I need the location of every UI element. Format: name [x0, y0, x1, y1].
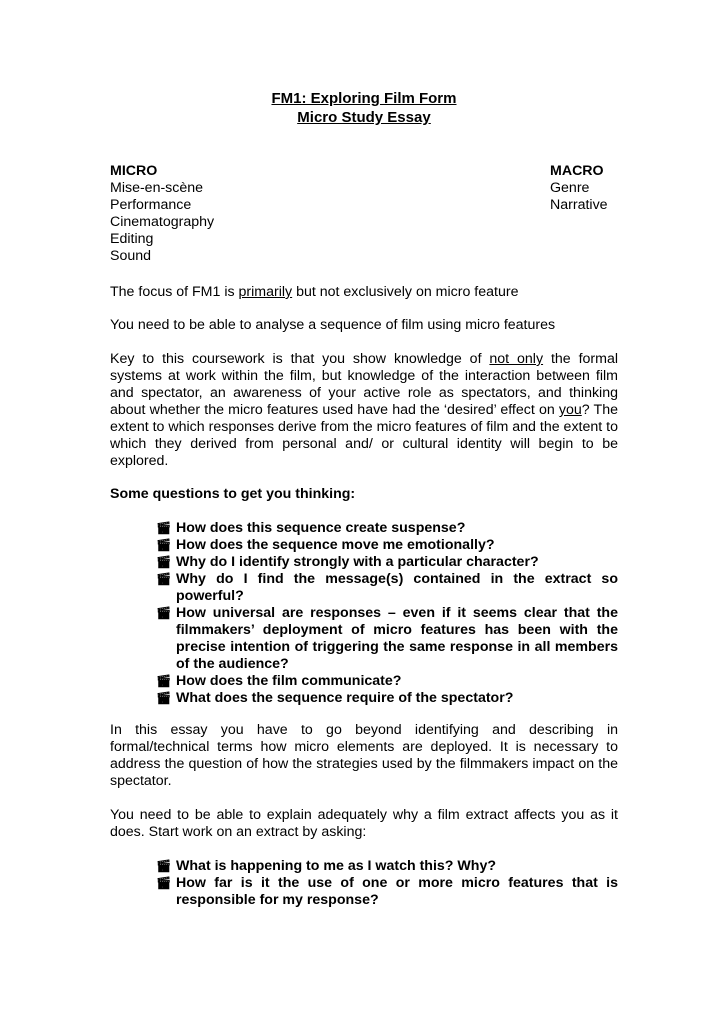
- question-item: 🎬︎ What does the sequence require of the spectator?: [156, 690, 514, 706]
- micro-heading: MICRO: [110, 163, 158, 179]
- micro-list: [110, 163, 214, 265]
- asking-item: 🎬︎ What is happening to me as I watch this? Why?: [156, 858, 497, 874]
- key-paragraph: [110, 351, 618, 470]
- question-item: 🎬︎ How does this sequence create suspense?: [156, 520, 466, 536]
- focus-text-end: but not exclusively on micro feature: [292, 284, 519, 300]
- clapperboard-icon: 🎬︎: [156, 538, 172, 552]
- macro-heading: MACRO: [550, 163, 604, 179]
- questions-list: [156, 520, 618, 707]
- focus-emphasis: primarily: [238, 284, 293, 300]
- title-line-1: FM1: Exploring Film Form: [271, 90, 457, 107]
- key-text-2: the formal systems at work within the film, but knowledge of the interaction between film and spectator, an awareness of your active role as spectators, and thinking about whether the micro features used have had the ‘desired’ effect on: [110, 351, 618, 418]
- clapperboard-icon: 🎬︎: [156, 521, 172, 535]
- key-text-1: Key to this coursework is that you show knowledge of: [110, 351, 490, 367]
- clapperboard-icon: 🎬︎: [156, 859, 172, 873]
- page-title: [0, 89, 728, 127]
- question-item: 🎬︎ How does the film communicate?: [156, 673, 402, 689]
- micro-item: Editing: [110, 231, 154, 247]
- clapperboard-icon: 🎬︎: [156, 606, 172, 620]
- asking-list: [156, 858, 618, 909]
- question-item: 🎬︎ Why do I find the message(s) contained in the extract so powerful?: [156, 571, 618, 604]
- beyond-paragraph: In this essay you have to go beyond identifying and describing in formal/technical terms how micro elements are deployed. It is necessary to address the question of how the strategies used by the filmmakers impact on the spectator.: [110, 722, 618, 789]
- asking-item: 🎬︎ How far is it the use of one or more micro features that is responsible for my response?: [156, 875, 618, 908]
- questions-heading: Some questions to get you thinking:: [110, 486, 356, 502]
- micro-item: Mise-en-scène: [110, 180, 204, 196]
- focus-paragraph: [110, 284, 618, 301]
- clapperboard-icon: 🎬︎: [156, 555, 172, 569]
- micro-item: Sound: [110, 248, 152, 264]
- clapperboard-icon: 🎬︎: [156, 691, 172, 705]
- focus-text: The focus of FM1 is: [110, 284, 239, 300]
- clapperboard-icon: 🎬︎: [156, 674, 172, 688]
- analyse-paragraph: You need to be able to analyse a sequence of film using micro features: [110, 317, 556, 333]
- micro-item: Cinematography: [110, 214, 215, 230]
- question-item: 🎬︎ Why do I identify strongly with a particular character?: [156, 554, 539, 570]
- micro-item: Performance: [110, 197, 192, 213]
- question-item: 🎬︎ How universal are responses – even if it seems clear that the filmmakers’ deployment of micro features has been with the precise intention of triggering the same response in all members of the audience?: [156, 605, 618, 672]
- key-emphasis-2: you: [558, 402, 582, 418]
- key-text-3: ? The extent to which responses derive from the micro features of film and the extent to which they derived from personal and/ or cultural identity will begin to be explored.: [110, 402, 618, 469]
- macro-item: Genre: [550, 180, 590, 196]
- explain-paragraph: You need to be able to explain adequately why a film extract affects you as it does. Start work on an extract by asking:: [110, 807, 618, 840]
- title-line-2: Micro Study Essay: [297, 109, 431, 126]
- macro-list: [550, 163, 608, 214]
- clapperboard-icon: 🎬︎: [156, 572, 172, 586]
- question-item: 🎬︎ How does the sequence move me emotionally?: [156, 537, 495, 553]
- macro-item: Narrative: [550, 197, 608, 213]
- clapperboard-icon: 🎬︎: [156, 876, 172, 890]
- key-emphasis-1: not only: [489, 351, 544, 367]
